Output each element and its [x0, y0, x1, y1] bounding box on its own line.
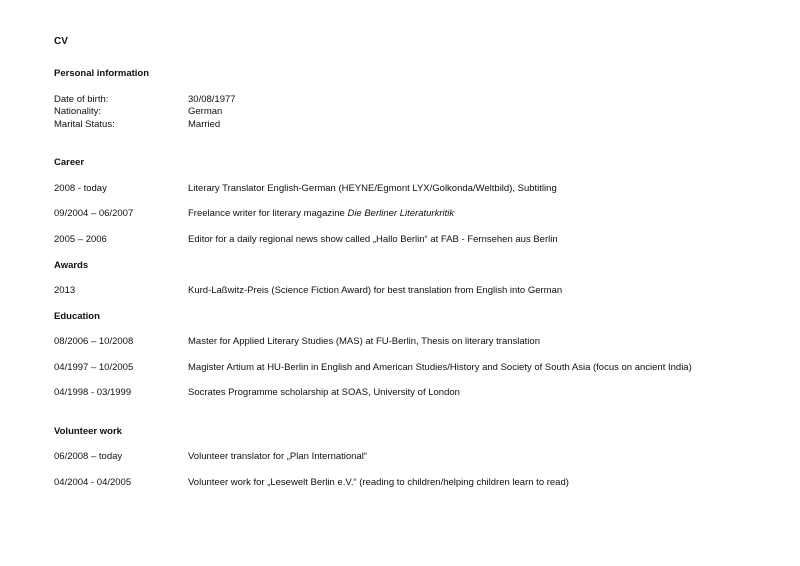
- awards-text-1: Kurd-Laßwitz-Preis (Science Fiction Award) for best translation from English into German: [188, 285, 563, 296]
- personal-value-marital: Married: [188, 119, 221, 130]
- section-heading-awards: Awards: [54, 260, 89, 271]
- career-text-3: Editor for a daily regional news show called „Hallo Berlin“ at FAB - Fernsehen aus Berlin: [188, 234, 558, 245]
- volunteer-text-2: Volunteer work for „Lesewelt Berlin e.V.“ (reading to children/helping children learn to read): [188, 477, 569, 488]
- volunteer-date-2: 04/2004 - 04/2005: [54, 477, 132, 488]
- awards-date-1: 2013: [54, 285, 76, 296]
- section-heading-education: Education: [54, 311, 100, 322]
- career-text-2: [188, 208, 454, 220]
- career-date-1: 2008 - today: [54, 183, 107, 194]
- education-text-1: Master for Applied Literary Studies (MAS) at FU-Berlin, Thesis on literary translation: [188, 336, 540, 347]
- career-text-2-plain: Freelance writer for literary magazine: [188, 208, 348, 219]
- education-date-2: 04/1997 – 10/2005: [54, 362, 134, 373]
- career-text-1: Literary Translator English-German (HEYNE/Egmont LYX/Golkonda/Weltbild), Subtitling: [188, 183, 557, 194]
- personal-value-nationality: German: [188, 106, 223, 117]
- education-date-3: 04/1998 - 03/1999: [54, 387, 132, 398]
- education-text-2: Magister Artium at HU-Berlin in English and American Studies/History and Society of South Asia (focus on ancient India): [188, 362, 692, 373]
- education-date-1: 08/2006 – 10/2008: [54, 336, 134, 347]
- personal-label-dob: Date of birth:: [54, 94, 109, 105]
- career-text-2-magazine: Die Berliner Literaturkritik: [347, 208, 455, 219]
- section-heading-volunteer: Volunteer work: [54, 426, 122, 437]
- section-heading-personal: Personal information: [54, 68, 150, 79]
- personal-label-marital: Marital Status:: [54, 119, 115, 130]
- page-title: CV: [54, 36, 68, 47]
- section-heading-career: Career: [54, 157, 85, 168]
- education-text-3: Socrates Programme scholarship at SOAS, University of London: [188, 387, 460, 398]
- personal-label-nationality: Nationality:: [54, 106, 101, 117]
- volunteer-date-1: 06/2008 – today: [54, 451, 123, 462]
- personal-value-dob: 30/08/1977: [188, 94, 236, 105]
- career-date-2: 09/2004 – 06/2007: [54, 208, 134, 219]
- volunteer-text-1: Volunteer translator for „Plan International“: [188, 451, 368, 462]
- career-date-3: 2005 – 2006: [54, 234, 107, 245]
